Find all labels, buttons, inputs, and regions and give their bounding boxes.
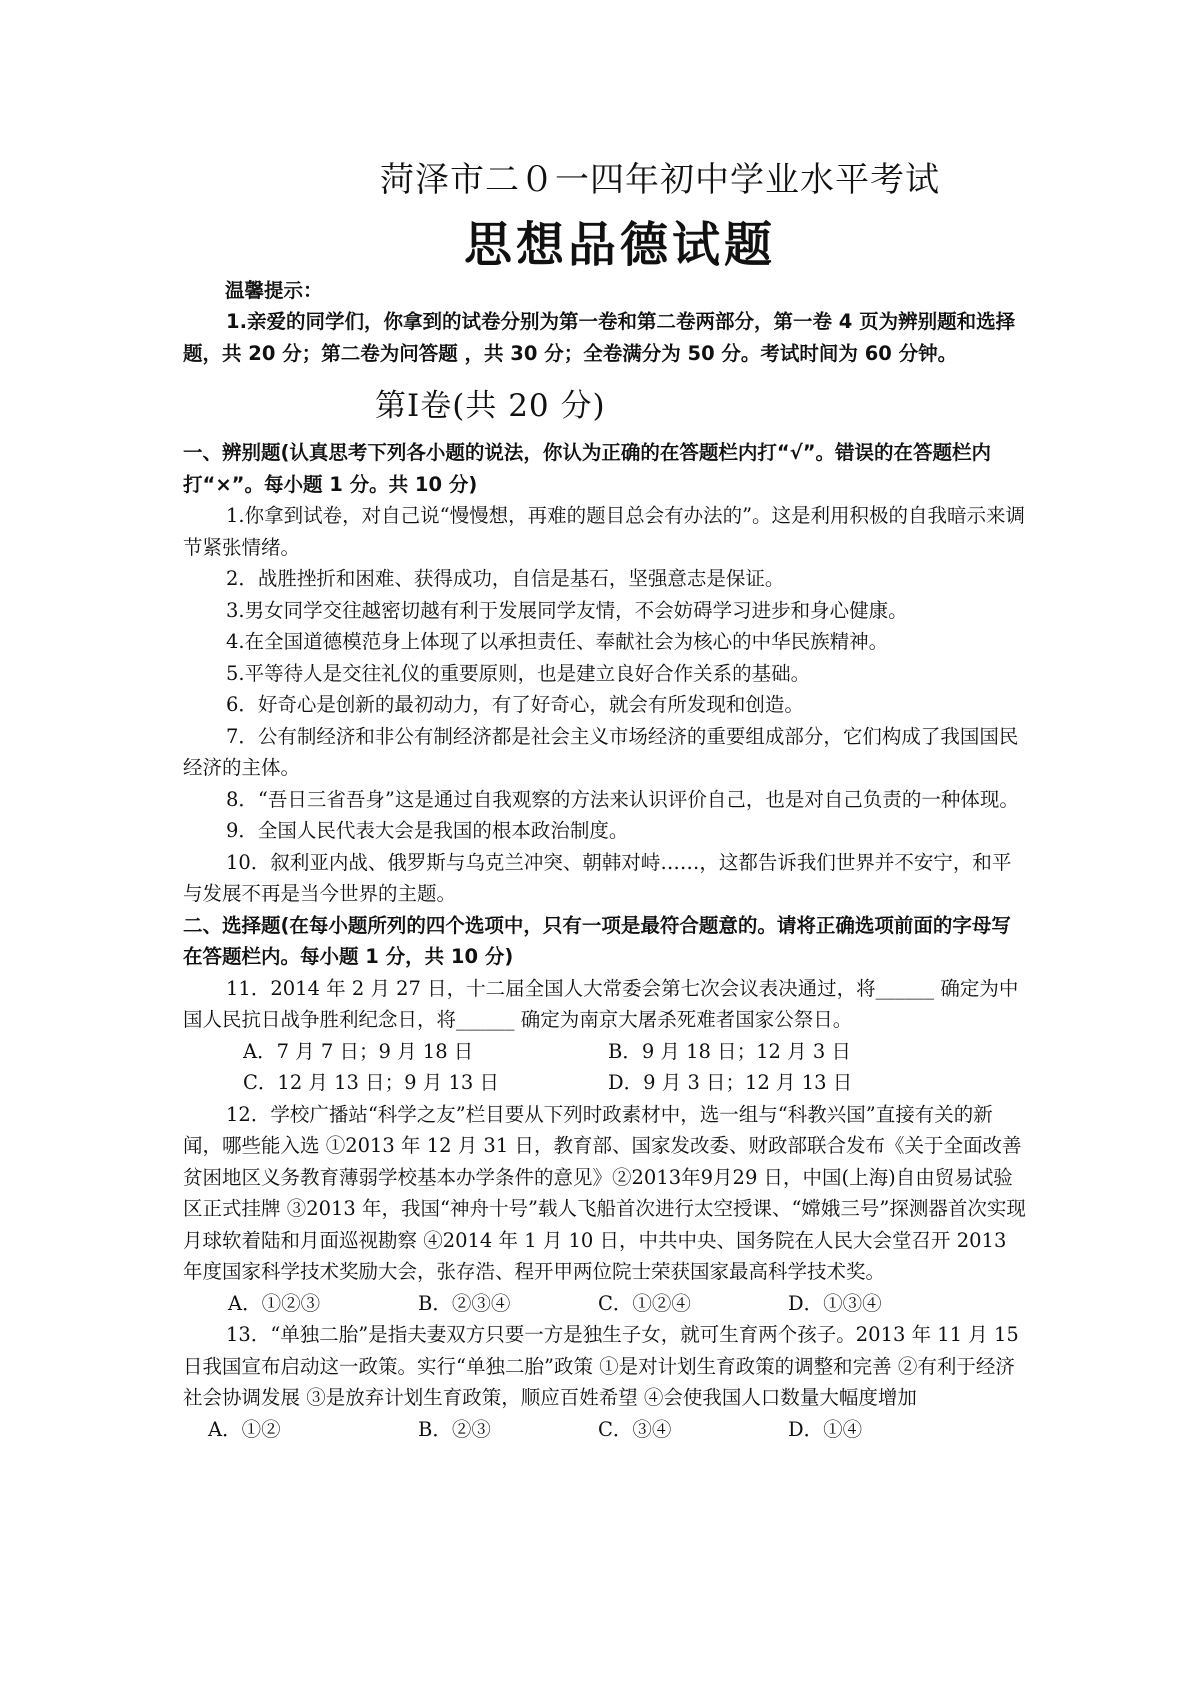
question-2: 2．战胜挫折和困难、获得成功，自信是基石，坚强意志是保证。 — [226, 567, 785, 590]
q12-option-a: A．①②③ — [228, 1291, 321, 1315]
question-13-options — [183, 1414, 1028, 1446]
q12-option-d: D．①③④ — [788, 1291, 882, 1315]
question-8: 8．“吾日三省吾身”这是通过自我观察的方法来认识评价自己，也是对自己负责的一种体现。 — [226, 787, 1019, 811]
question-12: 12．学校广播站“科学之友”栏目要从下列时政素材中，选一组与“科教兴国”直接有关的新闻，哪些能入选 ①2013 年 12 月 31 日，教育部、国家发改委、财政部联合发布《关于全面改善贫困地区义务教育薄弱学校基本办学条件的意见》②2013年9月29 日，中国(上海)自由贸易试验区正式挂牌 ③2013 年，我国“神舟十号”载人飞船首次进行太空授课、“嫦娥三号”探测器首次实现月球软着陆和月面巡视勘察 ④2014 年 1 月 10 日，中共中央、国务院在人民大会堂召开 2013 年度国家科学技术奖励大会，张存浩、程开甲两位院士荣获国家最高科学技术奖。 — [183, 1102, 1026, 1283]
q13-option-a: A．①② — [208, 1417, 281, 1441]
q12-option-b: B．②③④ — [418, 1291, 511, 1315]
question-1: 1.你拿到试卷，对自己说“慢慢想，再难的题目总会有办法的”。这是利用积极的自我暗示来调节紧张情绪。 — [183, 504, 1026, 559]
question-6: 6．好奇心是创新的最初动力，有了好奇心，就会有所发现和创造。 — [226, 693, 804, 716]
section2-heading: 二、选择题(在每小题所列的四个选项中，只有一项是最符合题意的。请将正确选项前面的字母写在答题栏内。每小题 1 分，共 10 分) — [183, 913, 1011, 968]
question-10: 10．叙利亚内战、俄罗斯与乌克兰冲突、朝韩对峙……，这都告诉我们世界并不安宁，和平与发展不再是当今世界的主题。 — [183, 850, 1012, 905]
q11-option-d: D．9 月 3 日；12 月 13 日 — [608, 1071, 853, 1094]
q11-option-c: C．12 月 13 日；9 月 13 日 — [243, 1071, 499, 1094]
volume1-title: 第Ⅰ卷(共 20 分) — [375, 388, 606, 424]
question-13: 13．“单独二胎”是指夫妻双方只要一方是独生子女，就可生育两个孩子。2013 年 11 月 15 日我国宣布启动这一政策。实行“单独二胎”政策 ①是对计划生育政策的调整和完善 ②有利于经济社会协调发展 ③是放弃计划生育政策，顺应百姓希望 ④会使我国人口数量大幅度增加 — [183, 1323, 1019, 1409]
q13-option-d: D．①④ — [788, 1417, 863, 1441]
q13-option-b: B．②③ — [418, 1417, 491, 1441]
question-12-options — [183, 1288, 1028, 1320]
question-9: 9．全国人民代表大会是我国的根本政治制度。 — [226, 819, 629, 842]
question-3: 3.男女同学交往越密切越有利于发展同学友情，不会妨碍学习进步和身心健康。 — [226, 598, 908, 622]
question-11-options — [183, 1036, 1028, 1099]
q12-option-c: C．①②④ — [598, 1291, 691, 1315]
q11-option-b: B．9 月 18 日；12 月 3 日 — [608, 1039, 851, 1063]
question-5: 5.平等待人是交往礼仪的重要原则，也是建立良好合作关系的基础。 — [226, 661, 811, 685]
q13-option-c: C．③④ — [598, 1417, 672, 1441]
question-7: 7．公有制经济和非公有制经济都是社会主义市场经济的重要组成部分，它们构成了我国国民经济的主体。 — [183, 724, 1019, 779]
q11-option-a: A．7 月 7 日；9 月 18 日 — [243, 1039, 474, 1063]
tips-text: 1.亲爱的同学们，你拿到的试卷分别为第一卷和第二卷两部分，第一卷 4 页为辨别题和选择题，共 20 分；第二卷为问答题 ，共 30 分；全卷满分为 50 分。考试时间为 60 分钟。 — [183, 310, 1016, 365]
question-4: 4.在全国道德模范身上体现了以承担责任、奉献社会为核心的中华民族精神。 — [226, 630, 889, 653]
exam-title: 菏泽市二０一四年初中学业水平考试 — [380, 160, 940, 200]
question-11: 11．2014 年 2 月 27 日，十二届全国人大常委会第七次会议表决通过，将______ 确定为中国人民抗日战争胜利纪念日，将______ 确定为南京大屠杀死难者国家公祭日。 — [183, 976, 1019, 1031]
tips-label: 温馨提示： — [225, 279, 323, 302]
section1 — [183, 437, 1028, 1445]
section1-heading: 一、辨别题(认真思考下列各小题的说法，你认为正确的在答题栏内打“√”。错误的在答题栏内打“×”。每小题 1 分。共 10 分) — [183, 441, 992, 496]
subject-title: 思想品德试题 — [463, 217, 776, 273]
